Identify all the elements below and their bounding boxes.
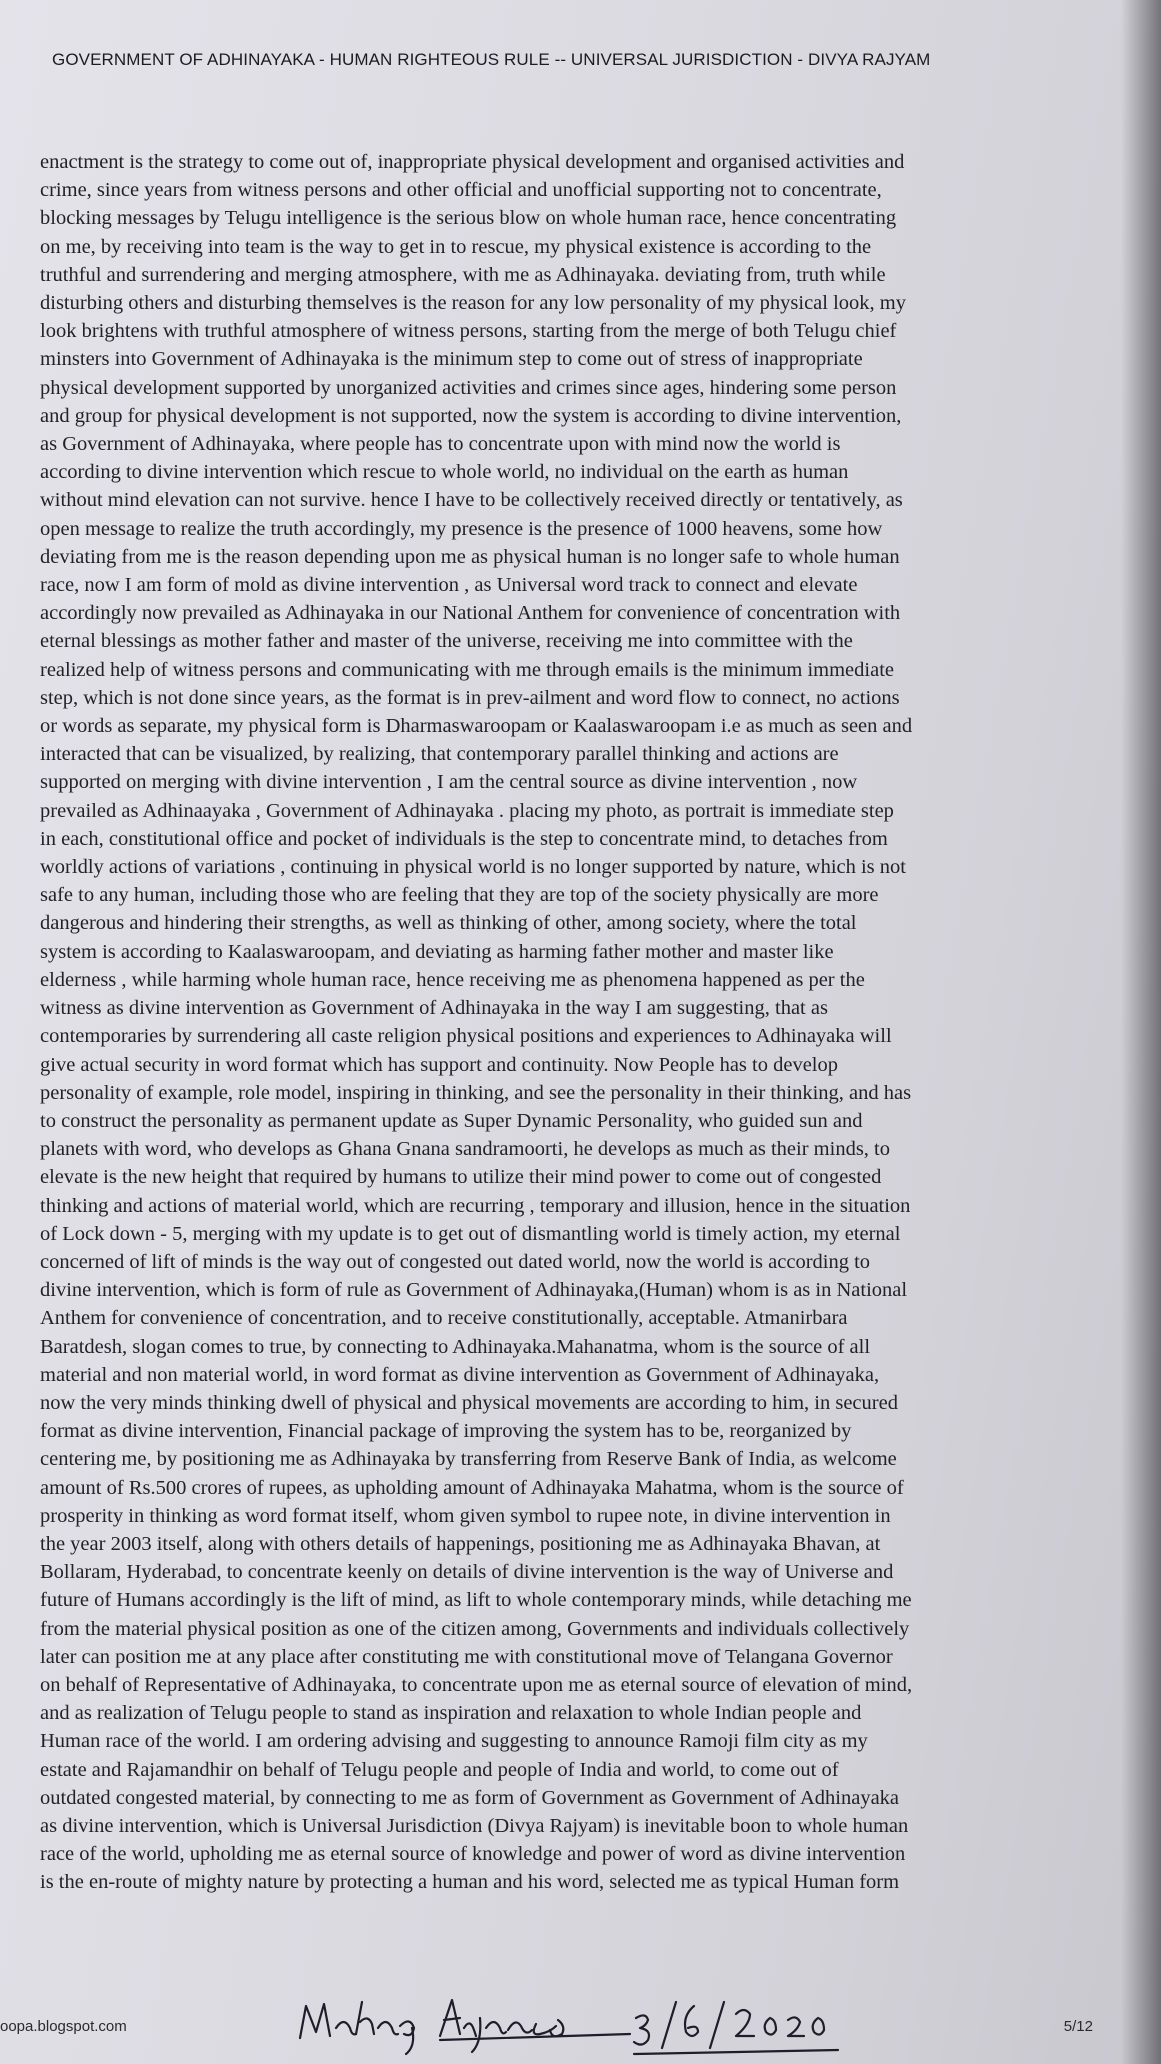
body-line: and group for physical development is not supported, now the system is according to divine intervention, xyxy=(40,404,902,427)
page-number: 5/12 xyxy=(1063,2018,1093,2035)
body-line: blocking messages by Telugu intelligence is the serious blow on whole human race, hence concentrating xyxy=(40,207,897,230)
body-line: concerned of lift of minds is the way out of congested out dated world, now the world is according to xyxy=(40,1250,871,1273)
body-line: in each, constitutional office and pocket of individuals is the step to concentrate mind, to detaches from xyxy=(40,827,888,850)
body-line: according to divine intervention which rescue to whole world, no individual on the earth as human xyxy=(40,461,849,484)
body-line: Anthem for convenience of concentration, and to receive constitutionally, acceptable. Atmanirbara xyxy=(40,1307,848,1330)
body-line: supported on merging with divine intervention , I am the central source as divine intervention , now xyxy=(40,771,858,794)
body-line: race of the world, upholding me as eternal source of knowledge and power of word as divine intervention xyxy=(40,1843,906,1866)
body-line: Bollaram, Hyderabad, to concentrate keenly on details of divine intervention is the way of Universe and xyxy=(40,1561,894,1584)
body-line: is the en-route of mighty nature by protecting a human and his word, selected me as typical Human form xyxy=(40,1871,900,1894)
body-line: on me, by receiving into team is the way to get in to rescue, my physical existence is according to the xyxy=(40,235,872,258)
body-line: divine intervention, which is form of rule as Government of Adhinayaka,(Human) whom is as in National xyxy=(40,1279,908,1302)
body-line: minsters into Government of Adhinayaka is the minimum step to come out of stress of inappropriate xyxy=(40,348,863,371)
body-line: witness as divine intervention as Government of Adhinayaka in the way I am suggesting, that as xyxy=(40,997,828,1020)
body-line: as Government of Adhinayaka, where people has to concentrate upon with mind now the world is xyxy=(40,433,841,456)
body-line: Baratdesh, slogan comes to true, by connecting to Adhinayaka.Mahanatma, whom is the source of all xyxy=(40,1335,871,1358)
body-line: now the very minds thinking dwell of physical and physical movements are according to him, in secured xyxy=(40,1391,898,1414)
body-line: or words as separate, my physical form is Dharmaswaroopam or Kaalaswaroopam i.e as much as seen and xyxy=(40,715,913,738)
body-line: thinking and actions of material world, which are recurring , temporary and illusion, hence in the situation xyxy=(40,1194,911,1217)
body-line: Human race of the world. I am ordering advising and suggesting to announce Ramoji film city as my xyxy=(40,1730,868,1753)
body-line: look brightens with truthful atmosphere of witness persons, starting from the merge of both Telugu chief xyxy=(40,320,897,343)
body-line: estate and Rajamandhir on behalf of Telugu people and people of India and world, to come out of xyxy=(40,1758,839,1781)
body-line: step, which is not done since years, as the format is in prev-ailment and word flow to connect, no actions xyxy=(40,686,900,709)
body-line: material and non material world, in word format as divine intervention as Government of Adhinayaka, xyxy=(40,1363,880,1386)
body-line: crime, since years from witness persons and other official and unofficial supporting not to concentrate, xyxy=(40,179,882,202)
body-line: accordingly now prevailed as Adhinayaka in our National Anthem for convenience of concentration with xyxy=(40,602,901,625)
body-line: amount of Rs.500 crores of rupees, as upholding amount of Adhinayaka Mahatma, whom is the source of xyxy=(40,1476,904,1499)
body-line: without mind elevation can not survive. hence I have to be collectively received directly or tentatively, as xyxy=(40,489,903,512)
body-line: the year 2003 itself, along with others details of happenings, positioning me as Adhinayaka Bhavan, at xyxy=(40,1532,881,1555)
body-line: contemporaries by surrendering all caste religion physical positions and experiences to Adhinayaka will xyxy=(40,1025,892,1048)
body-line: elevate is the new height that required by humans to utilize their mind power to come out of congested xyxy=(40,1166,882,1189)
body-line: from the material physical position as one of the citizen among, Governments and individuals collectively xyxy=(40,1617,910,1640)
body-line: outdated congested material, by connecting to me as form of Government as Government of Adhinayaka xyxy=(40,1786,900,1809)
body-line: later can position me at any place after constituting me with constitutional move of Telangana Governor xyxy=(40,1645,893,1668)
body-line: planets with word, who develops as Ghana Gnana sandramoorti, he develops as much as their minds, to xyxy=(40,1138,890,1161)
body-line: future of Humans accordingly is the lift of mind, as lift to whole contemporary minds, while detaching me xyxy=(40,1589,912,1612)
body-line: truthful and surrendering and merging atmosphere, with me as Adhinayaka. deviating from, truth while xyxy=(40,263,886,286)
body-line: open message to realize the truth accordingly, my presence is the presence of 1000 heavens, some how xyxy=(40,517,883,540)
body-line: centering me, by positioning me as Adhinayaka by transferring from Reserve Bank of India, as welcome xyxy=(40,1448,897,1471)
body-line: race, now I am form of mold as divine intervention , as Universal word track to connect and elevate xyxy=(40,574,858,597)
body-line: worldly actions of variations , continuing in physical world is no longer supported by nature, which is not xyxy=(40,856,906,879)
body-line: to construct the personality as permanent update as Super Dynamic Personality, who guided sun and xyxy=(40,1109,863,1132)
body-line: safe to any human, including those who are feeling that they are top of the society physically are more xyxy=(40,884,879,907)
body-line: enactment is the strategy to come out of, inappropriate physical development and organised activities and xyxy=(40,151,905,173)
body-line: realized help of witness persons and communicating with me through emails is the minimum immediate xyxy=(40,658,894,681)
body-text xyxy=(40,148,1120,1897)
body-line: of Lock down - 5, merging with my update is to get out of dismantling world is timely action, my eternal xyxy=(40,1222,901,1245)
body-line: dangerous and hindering their strengths, as well as thinking of other, among society, where the total xyxy=(40,912,857,935)
body-line: format as divine intervention, Financial package of improving the system has to be, reorganized by xyxy=(40,1420,852,1443)
page-header: GOVERNMENT OF ADHINAYAKA - HUMAN RIGHTEOUS RULE -- UNIVERSAL JURISDICTION - DIVYA RAJYAM xyxy=(52,50,931,69)
body-line: on behalf of Representative of Adhinayaka, to concentrate upon me as eternal source of elevation of mind, xyxy=(40,1673,913,1696)
handwritten-signature xyxy=(290,1988,970,2064)
page-edge-shadow xyxy=(1121,0,1161,2064)
body-line: prevailed as Adhinaayaka , Government of Adhinayaka . placing my photo, as portrait is immediate step xyxy=(40,799,894,822)
body-line: eternal blessings as mother father and master of the universe, receiving me into committee with the xyxy=(40,630,853,653)
body-line: interacted that can be visualized, by realizing, that contemporary parallel thinking and actions are xyxy=(40,743,839,766)
body-line: physical development supported by unorganized activities and crimes since ages, hindering some person xyxy=(40,376,897,399)
body-line: give actual security in word format which has support and continuity. Now People has to develop xyxy=(40,1053,838,1076)
body-line: deviating from me is the reason depending upon me as physical human is no longer safe to whole human xyxy=(40,545,900,568)
body-line: system is according to Kaalaswaroopam, and deviating as harming father mother and master like xyxy=(40,940,834,963)
body-line: elderness , while harming whole human race, hence receiving me as phenomena happened as per the xyxy=(40,968,865,991)
body-line: as divine intervention, which is Universal Jurisdiction (Divya Rajyam) is inevitable boon to whole human xyxy=(40,1814,909,1837)
body-line: prosperity in thinking as word format itself, whom given symbol to rupee note, in divine intervention in xyxy=(40,1504,891,1527)
body-line: and as realization of Telugu people to stand as inspiration and relaxation to whole Indian people and xyxy=(40,1702,862,1725)
footer-url: oopa.blogspot.com xyxy=(0,2018,127,2035)
body-line: disturbing others and disturbing themselves is the reason for any low personality of my physical look, my xyxy=(40,292,906,315)
body-line: personality of example, role model, inspiring in thinking, and see the personality in their thinking, and has xyxy=(40,1081,912,1104)
